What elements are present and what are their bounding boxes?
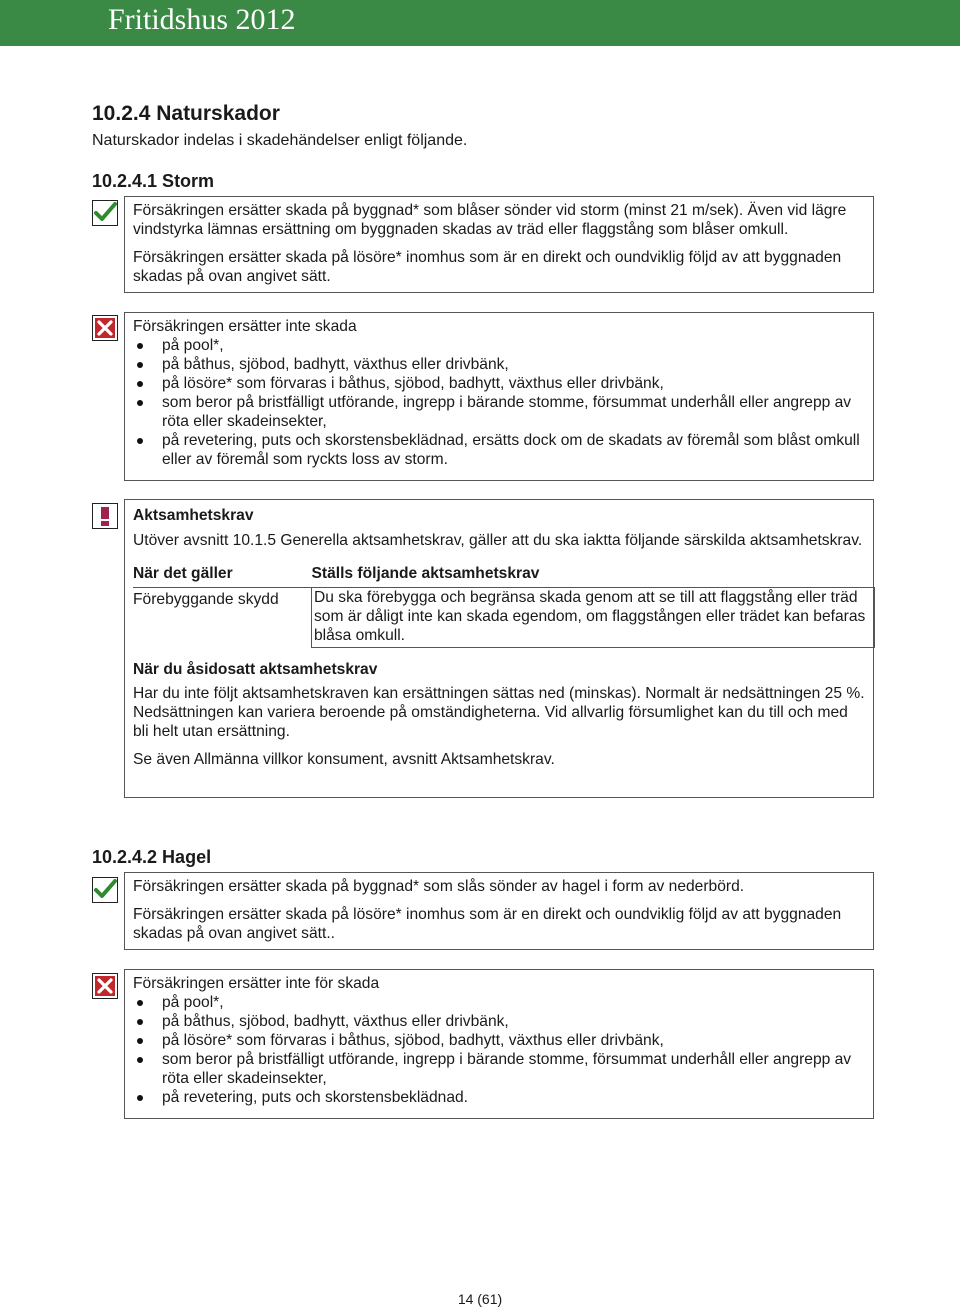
list-item: på lösöre* som förvaras i båthus, sjöbod, badhytt, växthus eller drivbänk, — [133, 374, 865, 393]
list-item: på båthus, sjöbod, badhytt, växthus eller drivbänk, — [133, 1012, 865, 1031]
hail-excluded-box — [124, 969, 874, 1119]
list-item: på pool*, — [133, 993, 865, 1012]
care-col2-header: Ställs följande aktsamhetskrav — [311, 565, 540, 582]
hail-covered-box — [124, 872, 874, 950]
breach-title: När du åsidosatt aktsamhetskrav — [133, 661, 378, 678]
checkmark-icon — [92, 877, 118, 903]
hail-excluded-list — [133, 993, 865, 1107]
breach-text: Har du inte följt aktsamhetskraven kan ersättningen sättas ned (minskas). Normalt är nedsättningen 25 %. Nedsättningen kan variera beroende på omständigheterna. Vid allvarlig försumlighet kan du till och med bli helt utan ersättning. — [133, 685, 865, 740]
care-title: Aktsamhetskrav — [133, 507, 254, 524]
hail-heading: 10.2.4.2 Hagel — [92, 847, 212, 867]
list-item: på pool*, — [133, 336, 865, 355]
storm-excluded-box — [124, 312, 874, 481]
hail-covered-1: Försäkringen ersätter skada på byggnad* som slås sönder av hagel i form av nederbörd. — [133, 878, 745, 895]
page-number: 14 (61) — [457, 1291, 503, 1307]
hail-covered-2: Försäkringen ersätter skada på lösöre* inomhus som är en direkt och oundviklig följd av att byggnaden skadas på ovan angivet sätt.. — [133, 906, 842, 942]
care-table — [133, 564, 875, 648]
cross-icon — [92, 973, 118, 999]
care-row-label: Förebyggande skydd — [133, 588, 312, 648]
cross-icon — [92, 315, 118, 341]
storm-heading: 10.2.4.1 Storm — [92, 171, 215, 191]
storm-excluded-list — [133, 336, 865, 469]
checkmark-icon — [92, 200, 118, 226]
list-item: på lösöre* som förvaras i båthus, sjöbod, badhytt, växthus eller drivbänk, — [133, 1031, 865, 1050]
storm-covered-2: Försäkringen ersätter skada på lösöre* inomhus som är en direkt och oundviklig följd av att byggnaden skadas på ovan angivet sätt. — [133, 249, 842, 285]
storm-excluded-intro: Försäkringen ersätter inte skada — [133, 318, 357, 335]
document-title: Fritidshus 2012 — [108, 3, 296, 36]
care-intro: Utöver avsnitt 10.1.5 Generella aktsamhetskrav, gäller att du ska iaktta följande särskilda aktsamhetskrav. — [133, 532, 863, 549]
table-row — [133, 588, 875, 648]
list-item: på revetering, puts och skorstensbeklädnad, ersätts dock om de skadats av föremål som blåst omkull eller av föremål som ryckts loss av storm. — [133, 431, 865, 469]
section-heading: 10.2.4 Naturskador — [92, 102, 280, 125]
list-item: på båthus, sjöbod, badhytt, växthus eller drivbänk, — [133, 355, 865, 374]
hail-excluded-intro: Försäkringen ersätter inte för skada — [133, 975, 380, 992]
list-item: som beror på bristfälligt utförande, ingrepp i bärande stomme, försummat underhåll eller angrepp av röta eller skadeinsekter, — [133, 1050, 865, 1088]
storm-covered-1: Försäkringen ersätter skada på byggnad* som blåser sönder vid storm (minst 21 m/sek). Även vid lägre vindstyrka lämnas ersättning om byggnaden skadas av träd eller flaggstång som blåser omkull. — [133, 202, 847, 238]
care-requirements-box — [124, 499, 874, 798]
see-also: Se även Allmänna villkor konsument, avsnitt Aktsamhetskrav. — [133, 751, 555, 768]
section-intro: Naturskador indelas i skadehändelser enligt följande. — [92, 132, 468, 149]
list-item: på revetering, puts och skorstensbeklädnad. — [133, 1088, 865, 1107]
exclamation-icon — [92, 503, 118, 529]
header-band — [0, 0, 960, 46]
care-row-text: Du ska förebygga och begränsa skada genom att se till att flaggstång eller träd som är dåligt inte kan skada egendom, om flaggstången eller trädet kan befaras blåsa omkull. — [312, 588, 875, 648]
list-item: som beror på bristfälligt utförande, ingrepp i bärande stomme, försummat underhåll eller angrepp av röta eller skadeinsekter, — [133, 393, 865, 431]
storm-covered-box — [124, 196, 874, 293]
care-col1-header: När det gäller — [133, 565, 233, 582]
